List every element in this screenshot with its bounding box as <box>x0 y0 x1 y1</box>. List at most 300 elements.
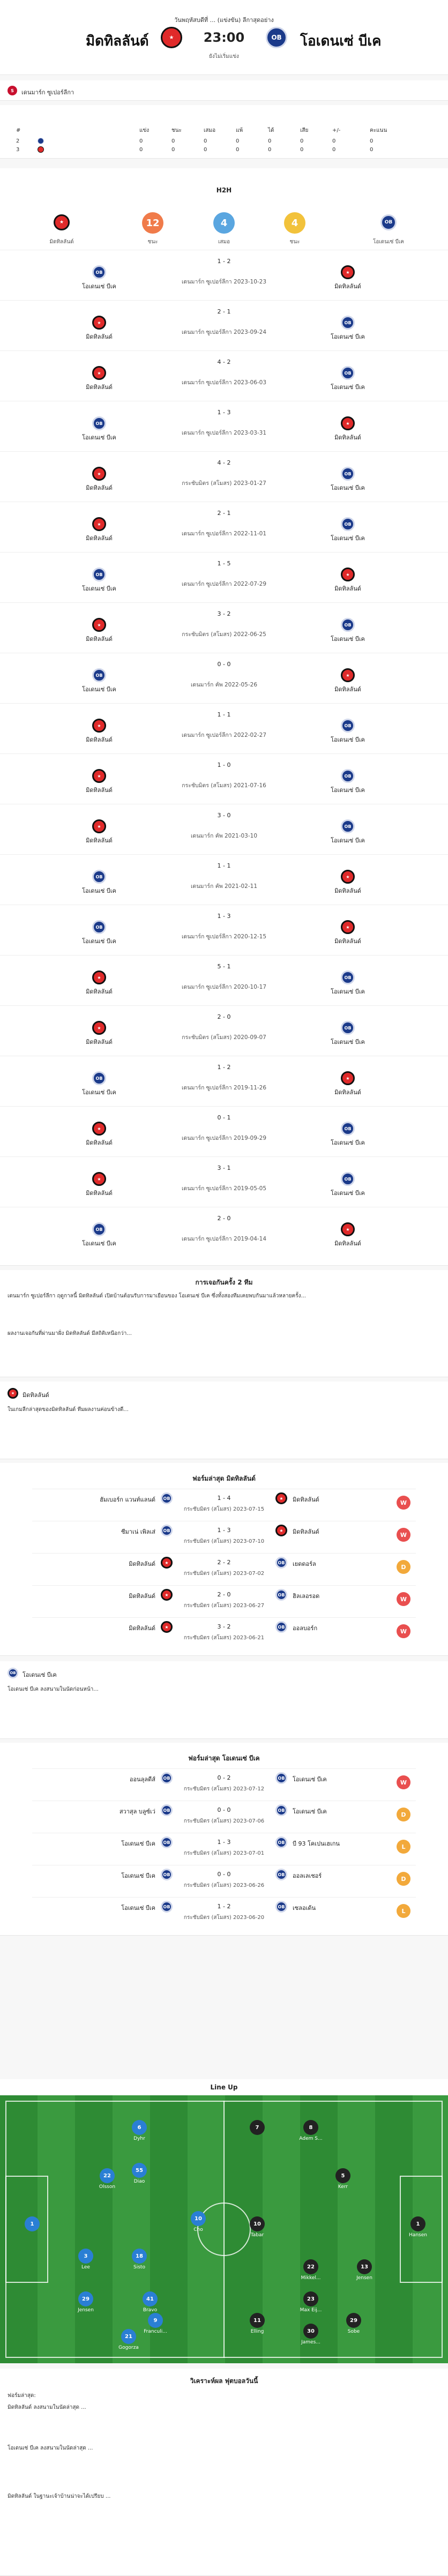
home-section-crest: ★ <box>8 1388 18 1399</box>
away-player-name: Tabar <box>250 2232 264 2238</box>
form-score: 1 - 4 <box>217 1495 231 1502</box>
h2h-away-team: มิดทิลลันด์ <box>334 887 361 894</box>
standings-header-cell: # <box>16 127 21 133</box>
home-player[interactable]: 21 <box>121 2329 136 2344</box>
h2h-match-row[interactable] <box>0 955 448 1004</box>
analysis-paragraph-1: เดนมาร์ก ซูเปอร์ลีกา ฤดูกาลนี้ มิดทิลลันด์ เปิดบ้านต้อนรับการมาเยือนของ โอเดนเซ่ บีเค ซึ่งทั้งสองทีมเคยพบกันมาแล้วหลายครั้ง... <box>8 1293 306 1299</box>
form-match-row[interactable] <box>32 1617 416 1646</box>
h2h-home-team: มิดทิลลันด์ <box>86 837 113 844</box>
h2h-home-name: มิดทิลลันด์ <box>49 239 74 245</box>
away-player-name: Kerr <box>338 2184 348 2190</box>
h2h-match-row[interactable] <box>0 1056 448 1105</box>
h2h-away-crest[interactable]: ★ <box>341 1222 355 1236</box>
standings-cell: 0 <box>139 138 143 144</box>
h2h-away-crest[interactable]: OB <box>341 1122 355 1136</box>
prediction-paragraph-1: มิดทิลลันด์ ลงสนามในนัดล่าสุด ... <box>8 2405 86 2410</box>
away-player[interactable]: 10 <box>250 2216 265 2231</box>
h2h-home-team: โอเดนเซ่ บีเค <box>82 938 116 945</box>
form-match-row[interactable] <box>32 1489 416 1518</box>
h2h-home-team: โอเดนเซ่ บีเค <box>82 1240 116 1247</box>
league-bar[interactable] <box>0 80 448 101</box>
h2h-away-crest[interactable]: OB <box>341 366 355 380</box>
away-player-name: Mikkel... <box>301 2275 321 2281</box>
form-away-crest[interactable]: OB <box>275 1557 287 1569</box>
form-score: 1 - 3 <box>217 1839 231 1846</box>
analysis-section <box>0 1270 448 1377</box>
h2h-score: 3 - 1 <box>217 1164 231 1171</box>
h2h-competition-date: เดนมาร์ก คัพ 2021-03-10 <box>190 833 258 839</box>
h2h-score: 5 - 1 <box>217 963 231 970</box>
away-player[interactable]: 8 <box>303 2120 318 2135</box>
h2h-home-crest[interactable]: OB <box>92 668 106 682</box>
away-team-crest[interactable]: OB <box>266 27 287 48</box>
standings-header-cell: เสีย <box>300 127 309 133</box>
home-analysis-section <box>0 1382 448 1459</box>
form-result-badge: W <box>397 1775 410 1789</box>
standings-cell: 0 <box>204 138 207 144</box>
form-competition-date: กระชับมิตร (สโมสร) 2023-07-02 <box>183 1571 265 1577</box>
home-player-name: Lee <box>81 2265 90 2270</box>
away-player-name: Hansen <box>409 2232 427 2238</box>
standings-header-cell: +/- <box>332 127 341 133</box>
h2h-home-team: มิดทิลลันด์ <box>86 333 113 340</box>
form-home-crest[interactable]: OB <box>161 1525 173 1536</box>
h2h-away-team: โอเดนเซ่ บีเค <box>331 384 365 391</box>
form-match-row[interactable] <box>32 1768 416 1797</box>
h2h-score: 1 - 3 <box>217 409 231 416</box>
h2h-match-row[interactable] <box>0 602 448 652</box>
h2h-away-team: โอเดนเซ่ บีเค <box>331 988 365 995</box>
h2h-summary <box>32 206 416 243</box>
form-score: 2 - 2 <box>217 1559 231 1566</box>
h2h-away-crest[interactable]: ★ <box>341 1071 355 1085</box>
form-match-row[interactable] <box>32 1833 416 1862</box>
away-player[interactable]: 7 <box>250 2120 265 2135</box>
standings-header-cell: แพ้ <box>236 127 243 133</box>
home-wins-label: ชนะ <box>147 239 158 245</box>
home-player-name: Jensen <box>78 2308 94 2313</box>
draws-label: เสมอ <box>218 239 230 245</box>
h2h-match-row[interactable] <box>0 350 448 400</box>
form-home-crest[interactable]: ★ <box>161 1557 173 1569</box>
form-home-team: ฮัมเบอร์ก แวนท์แลนด์ <box>100 1496 155 1503</box>
away-player-name: Sobe <box>347 2329 360 2334</box>
h2h-home-crest[interactable]: OB <box>92 1222 106 1236</box>
h2h-match-row[interactable] <box>0 1005 448 1055</box>
form-away-crest[interactable]: OB <box>275 1772 287 1784</box>
form-result-badge: W <box>397 1528 410 1542</box>
h2h-away-team: โอเดนเซ่ บีเค <box>331 736 365 743</box>
form-score: 1 - 3 <box>217 1527 231 1534</box>
form-home-crest[interactable]: ★ <box>161 1621 173 1633</box>
standings-cell: 0 <box>171 138 175 144</box>
standings-cell: 0 <box>236 138 240 144</box>
prediction-subtitle: ฟอร์มล่าสุด: <box>8 2393 36 2399</box>
form-score: 0 - 0 <box>217 1806 231 1813</box>
h2h-competition-date: เดนมาร์ก ซูเปอร์ลีกา 2022-11-01 <box>181 531 267 537</box>
h2h-away-crest[interactable]: OB <box>341 517 355 531</box>
h2h-home-team: โอเดนเซ่ บีเค <box>82 887 116 894</box>
h2h-home-team: โอเดนเซ่ บีเค <box>82 1089 116 1096</box>
h2h-competition-date: เดนมาร์ก ซูเปอร์ลีกา 2019-04-14 <box>181 1236 267 1242</box>
h2h-home-crest[interactable]: OB <box>92 1071 106 1085</box>
form-home-crest[interactable]: OB <box>161 1836 173 1848</box>
form-competition-date: กระชับมิตร (สโมสร) 2023-07-10 <box>183 1539 265 1544</box>
standings-cell: 0 <box>236 146 240 153</box>
h2h-away-crest[interactable]: ★ <box>341 870 355 884</box>
h2h-home-crest[interactable]: OB <box>92 416 106 430</box>
form-away-team: โอเดนเซ่ บีเค <box>293 1776 327 1783</box>
home-player-name: Diao <box>133 2179 145 2184</box>
away-player[interactable]: 11 <box>250 2313 265 2328</box>
h2h-away-team: มิดทิลลันด์ <box>334 283 361 290</box>
home-player[interactable]: 41 <box>143 2291 158 2306</box>
home-player[interactable]: 55 <box>132 2163 147 2178</box>
form-home-team: โอเดนเซ่ บีเค <box>121 1872 155 1879</box>
h2h-away-crest[interactable]: OB <box>341 719 355 733</box>
standings-team-crest <box>38 138 44 144</box>
h2h-title: H2H <box>216 186 232 194</box>
h2h-away-team: โอเดนเซ่ บีเค <box>331 636 365 643</box>
form-home-team: สวาสุล บลูซ์เว่ <box>119 1808 155 1815</box>
match-datetime: วันพฤหัสบดีที่ ... (แข่งขัน) ลีกาสุดอย่าง <box>174 17 274 24</box>
home-team-crest[interactable]: ★ <box>161 27 182 48</box>
h2h-competition-date: เดนมาร์ก ซูเปอร์ลีกา 2022-02-27 <box>181 732 267 738</box>
home-form-section <box>0 1463 448 1656</box>
form-match-row[interactable] <box>32 1553 416 1582</box>
h2h-score: 0 - 0 <box>217 661 231 668</box>
h2h-competition-date: เดนมาร์ก ซูเปอร์ลีกา 2022-07-29 <box>181 581 267 587</box>
home-section-title: มิดทิลลันด์ <box>23 1392 49 1399</box>
home-player[interactable]: 6 <box>132 2120 147 2135</box>
h2h-away-team: มิดทิลลันด์ <box>334 434 361 441</box>
h2h-home-crest[interactable]: ★ <box>92 1122 106 1136</box>
form-competition-date: กระชับมิตร (สโมสร) 2023-06-26 <box>183 1883 265 1888</box>
standings-header-cell: ได้ <box>268 127 274 133</box>
h2h-score: 2 - 0 <box>217 1013 231 1020</box>
form-competition-date: กระชับมิตร (สโมสร) 2023-06-21 <box>183 1635 265 1641</box>
form-match-row[interactable] <box>32 1865 416 1894</box>
h2h-home-team: มิดทิลลันด์ <box>86 787 113 794</box>
form-score: 0 - 0 <box>217 1871 231 1878</box>
h2h-match-row[interactable] <box>0 552 448 601</box>
away-section-title: โอเดนเซ่ บีเค <box>23 1671 57 1678</box>
form-away-team: มิดทิลลันด์ <box>293 1496 319 1503</box>
away-wins-count: 4 <box>284 212 305 234</box>
away-player-name: James... <box>301 2340 320 2345</box>
standings-table <box>0 105 448 159</box>
standings-row[interactable] <box>16 145 432 154</box>
h2h-match-row[interactable] <box>0 753 448 803</box>
h2h-score: 1 - 5 <box>217 560 231 567</box>
form-home-team: โอเดนเซ่ บีเค <box>121 1840 155 1847</box>
h2h-score: 2 - 1 <box>217 308 231 315</box>
form-competition-date: กระชับมิตร (สโมสร) 2023-06-27 <box>183 1603 265 1609</box>
h2h-match-row[interactable] <box>0 703 448 752</box>
away-player[interactable]: 29 <box>346 2313 361 2328</box>
h2h-score: 1 - 2 <box>217 1064 231 1071</box>
form-score: 0 - 2 <box>217 1774 231 1781</box>
form-result-badge: D <box>397 1808 410 1821</box>
standings-cell: 2 <box>16 138 20 144</box>
home-player-name: Dyhr <box>133 2136 145 2141</box>
h2h-match-row[interactable] <box>0 1156 448 1206</box>
standings-cell: 0 <box>171 146 175 153</box>
form-competition-date: กระชับมิตร (สโมสร) 2023-07-01 <box>183 1850 265 1856</box>
h2h-home-crest[interactable]: OB <box>92 265 106 279</box>
h2h-away-team: โอเดนเซ่ บีเค <box>331 484 365 491</box>
h2h-home-team: มิดทิลลันด์ <box>86 484 113 491</box>
h2h-home-team: โอเดนเซ่ บีเค <box>82 283 116 290</box>
h2h-competition-date: กระชับมิตร (สโมสร) 2020-09-07 <box>182 1034 266 1041</box>
h2h-home-team: มิดทิลลันด์ <box>86 384 113 391</box>
h2h-match-row[interactable] <box>0 1207 448 1256</box>
h2h-home-crest[interactable]: OB <box>92 920 106 934</box>
form-competition-date: กระชับมิตร (สโมสร) 2023-07-15 <box>183 1506 265 1512</box>
h2h-competition-date: เดนมาร์ก ซูเปอร์ลีกา 2023-03-31 <box>181 430 267 436</box>
h2h-home-crest[interactable]: OB <box>92 568 106 581</box>
form-away-team: ออลเลเชอร์ <box>293 1872 322 1879</box>
form-home-crest[interactable]: OB <box>161 1804 173 1816</box>
form-home-crest[interactable]: OB <box>161 1492 173 1504</box>
form-away-team: บี 93 โคเปนเฮเกน <box>293 1840 340 1847</box>
h2h-away-name: โอเดนเซ่ บีเค <box>373 239 404 245</box>
form-match-row[interactable] <box>32 1521 416 1550</box>
form-result-badge: W <box>397 1624 410 1638</box>
h2h-away-team: โอเดนเซ่ บีเค <box>331 787 365 794</box>
h2h-away-team: มิดทิลลันด์ <box>334 1240 361 1247</box>
h2h-away-crest[interactable]: OB <box>341 769 355 783</box>
h2h-home-crest[interactable]: ★ <box>92 467 106 481</box>
form-home-crest[interactable]: OB <box>161 1869 173 1880</box>
h2h-competition-date: กระชับมิตร (สโมสร) 2021-07-16 <box>182 782 266 789</box>
h2h-away-team: มิดทิลลันด์ <box>334 585 361 592</box>
h2h-away-team: มิดทิลลันด์ <box>334 686 361 693</box>
form-home-team: ออนลุลดีส์ <box>129 1776 155 1783</box>
h2h-home-crest[interactable]: ★ <box>92 316 106 330</box>
away-analysis-section <box>0 1661 448 1739</box>
h2h-home-team: โอเดนเซ่ บีเค <box>82 434 116 441</box>
h2h-competition-date: เดนมาร์ก คัพ 2022-05-26 <box>190 682 258 688</box>
h2h-home-crest[interactable]: ★ <box>92 618 106 632</box>
h2h-home-team: มิดทิลลันด์ <box>86 988 113 995</box>
h2h-home-crest[interactable]: OB <box>92 870 106 884</box>
home-player[interactable]: 9 <box>148 2313 163 2328</box>
h2h-home-team: โอเดนเซ่ บีเค <box>82 585 116 592</box>
h2h-competition-date: เดนมาร์ก ซูเปอร์ลีกา 2023-09-24 <box>181 329 267 335</box>
form-away-crest[interactable]: OB <box>275 1804 287 1816</box>
form-home-crest[interactable]: OB <box>161 1901 173 1913</box>
form-away-team: เยดดอร์ล <box>293 1560 316 1567</box>
h2h-score: 0 - 1 <box>217 1114 231 1121</box>
away-form-section <box>0 1743 448 1936</box>
h2h-match-row[interactable] <box>0 250 448 299</box>
form-away-crest[interactable]: OB <box>275 1589 287 1601</box>
h2h-away-crest[interactable]: OB <box>341 467 355 481</box>
away-wins-label: ชนะ <box>289 239 300 245</box>
home-player[interactable]: 29 <box>78 2291 93 2306</box>
h2h-competition-date: เดนมาร์ก ซูเปอร์ลีกา 2023-06-03 <box>181 379 267 386</box>
h2h-score: 2 - 1 <box>217 510 231 517</box>
standings-cell: 0 <box>300 146 304 153</box>
away-player[interactable]: 13 <box>357 2259 372 2274</box>
form-away-crest[interactable]: OB <box>275 1869 287 1880</box>
form-away-crest[interactable]: ★ <box>275 1525 287 1536</box>
h2h-home-crest[interactable]: ★ <box>92 366 106 380</box>
form-score: 3 - 2 <box>217 1623 231 1630</box>
analysis-paragraph-2: ผลงานเจอกันที่ผ่านมาฝั่ง มิดทิลลันด์ มีสถิติเหนือกว่า... <box>8 1331 132 1336</box>
form-competition-date: กระชับมิตร (สโมสร) 2023-07-12 <box>183 1786 265 1792</box>
form-result-badge: W <box>397 1592 410 1606</box>
home-crest-small: ★ <box>54 214 70 230</box>
form-away-crest[interactable]: OB <box>275 1836 287 1848</box>
league-name: เดนมาร์ก ซูเปอร์ลีกา <box>21 89 74 96</box>
away-player-name: Max Eij... <box>300 2308 322 2313</box>
away-player[interactable]: 23 <box>303 2291 318 2306</box>
h2h-away-crest[interactable]: OB <box>341 819 355 833</box>
form-home-team: มิดทิลลันด์ <box>129 1625 155 1632</box>
home-player[interactable]: 10 <box>191 2211 206 2226</box>
h2h-competition-date: เดนมาร์ก ซูเปอร์ลีกา 2020-12-15 <box>181 934 267 940</box>
h2h-home-team: มิดทิลลันด์ <box>86 535 113 542</box>
form-result-badge: W <box>397 1496 410 1510</box>
form-home-team: มิดทิลลันด์ <box>129 1593 155 1600</box>
h2h-away-team: โอเดนเซ่ บีเค <box>331 1139 365 1146</box>
form-competition-date: กระชับมิตร (สโมสร) 2023-07-06 <box>183 1818 265 1824</box>
h2h-away-crest[interactable]: OB <box>341 1021 355 1035</box>
form-match-row[interactable] <box>32 1801 416 1830</box>
form-away-team: เซลอเด้น <box>293 1905 316 1912</box>
prediction-paragraph-2: โอเดนเซ่ บีเค ลงสนามในนัดล่าสุด ... <box>8 2445 93 2451</box>
h2h-away-team: โอเดนเซ่ บีเค <box>331 1039 365 1046</box>
h2h-away-team: มิดทิลลันด์ <box>334 938 361 945</box>
home-player[interactable]: 3 <box>78 2249 93 2264</box>
standings-header-cell: แข่ง <box>139 127 150 133</box>
h2h-score: 4 - 2 <box>217 359 231 365</box>
form-away-team: โอเดนเซ่ บีเค <box>293 1808 327 1815</box>
h2h-away-team: โอเดนเซ่ บีเค <box>331 837 365 844</box>
h2h-home-crest[interactable]: ★ <box>92 970 106 984</box>
home-player[interactable]: 1 <box>25 2216 40 2231</box>
form-away-crest[interactable]: OB <box>275 1901 287 1913</box>
form-home-crest[interactable]: ★ <box>161 1589 173 1601</box>
h2h-competition-date: เดนมาร์ก ซูเปอร์ลีกา 2019-11-26 <box>181 1085 267 1091</box>
prediction-title: วิเคราะห์ผล ฟุตบอลวันนี้ <box>190 2377 258 2385</box>
standings-cell: 0 <box>300 138 304 144</box>
h2h-away-crest[interactable]: OB <box>341 316 355 330</box>
home-team-name[interactable]: มิดทิลลันด์ <box>86 33 149 49</box>
away-player[interactable]: 22 <box>303 2259 318 2274</box>
h2h-match-row[interactable] <box>0 905 448 954</box>
h2h-away-crest[interactable]: ★ <box>341 920 355 934</box>
h2h-away-team: โอเดนเซ่ บีเค <box>331 333 365 340</box>
h2h-score: 1 - 3 <box>217 913 231 920</box>
h2h-score: 4 - 2 <box>217 459 231 466</box>
h2h-away-crest[interactable]: OB <box>341 1172 355 1186</box>
h2h-home-team: มิดทิลลันด์ <box>86 1139 113 1146</box>
h2h-match-row[interactable] <box>0 1106 448 1155</box>
h2h-competition-date: เดนมาร์ก ซูเปอร์ลีกา 2020-10-17 <box>181 984 267 990</box>
away-form-title: ฟอร์มล่าสุด โอเดนเซ่ บีเค <box>188 1754 260 1762</box>
home-player-name: Franculi... <box>144 2329 167 2334</box>
h2h-home-team: มิดทิลลันด์ <box>86 636 113 643</box>
h2h-competition-date: เดนมาร์ก ซูเปอร์ลีกา 2019-09-29 <box>181 1135 267 1141</box>
league-icon: S <box>8 86 17 95</box>
form-competition-date: กระชับมิตร (สโมสร) 2023-06-20 <box>183 1915 265 1921</box>
h2h-match-row[interactable] <box>0 451 448 501</box>
h2h-match-row[interactable] <box>0 401 448 450</box>
h2h-away-team: มิดทิลลันด์ <box>334 1089 361 1096</box>
standings-cell: 0 <box>370 138 374 144</box>
away-analysis-text: โอเดนเซ่ บีเค ลงสนามในนัดก่อนหน้า... <box>8 1686 99 1692</box>
home-form-title: ฟอร์มล่าสุด มิดทิลลันด์ <box>192 1475 256 1482</box>
h2h-away-team: โอเดนเซ่ บีเค <box>331 1190 365 1197</box>
home-player-name: Bravo <box>143 2308 158 2313</box>
home-wins-count: 12 <box>142 212 163 234</box>
form-home-crest[interactable]: OB <box>161 1772 173 1784</box>
h2h-home-crest[interactable]: ★ <box>92 769 106 783</box>
away-player-name: Elling <box>250 2329 264 2334</box>
form-match-row[interactable] <box>32 1585 416 1614</box>
h2h-away-crest[interactable]: ★ <box>341 416 355 430</box>
standings-cell: 0 <box>332 138 336 144</box>
h2h-match-row[interactable] <box>0 300 448 349</box>
away-player[interactable]: 1 <box>410 2216 425 2231</box>
form-away-crest[interactable]: ★ <box>275 1492 287 1504</box>
h2h-match-row[interactable] <box>0 653 448 702</box>
h2h-match-row[interactable] <box>0 804 448 853</box>
form-away-crest[interactable]: OB <box>275 1621 287 1633</box>
home-player[interactable]: 18 <box>132 2249 147 2264</box>
h2h-score: 1 - 2 <box>217 258 231 265</box>
form-score: 2 - 0 <box>217 1591 231 1598</box>
draws-count: 4 <box>213 212 235 234</box>
h2h-home-crest[interactable]: ★ <box>92 517 106 531</box>
h2h-score: 1 - 1 <box>217 711 231 718</box>
away-team-name[interactable]: โอเดนเซ่ บีเค <box>300 33 382 49</box>
h2h-section <box>0 168 448 1266</box>
h2h-away-crest[interactable]: ★ <box>341 265 355 279</box>
standings-team-crest <box>38 146 44 153</box>
analysis-title: การเจอกันครั้ง 2 ทีม <box>195 1279 253 1286</box>
lineup-pitch <box>0 2095 448 2363</box>
h2h-home-crest[interactable]: ★ <box>92 1021 106 1035</box>
h2h-competition-date: เดนมาร์ก ซูเปอร์ลีกา 2023-10-23 <box>181 279 267 285</box>
standings-cell: 3 <box>16 146 20 153</box>
home-player[interactable]: 22 <box>100 2168 115 2183</box>
h2h-home-team: มิดทิลลันด์ <box>86 736 113 743</box>
away-player[interactable]: 5 <box>335 2168 350 2183</box>
h2h-home-crest[interactable]: ★ <box>92 819 106 833</box>
kickoff-time: 23:00 <box>203 30 245 45</box>
h2h-home-crest[interactable]: ★ <box>92 719 106 733</box>
h2h-away-crest[interactable]: OB <box>341 618 355 632</box>
h2h-competition-date: เดนมาร์ก ซูเปอร์ลีกา 2019-05-05 <box>181 1185 267 1192</box>
h2h-home-team: โอเดนเซ่ บีเค <box>82 686 116 693</box>
away-player[interactable]: 30 <box>303 2324 318 2339</box>
h2h-competition-date: กระชับมิตร (สโมสร) 2022-06-25 <box>182 631 266 638</box>
form-result-badge: D <box>397 1872 410 1886</box>
h2h-match-row[interactable] <box>0 854 448 904</box>
h2h-away-crest[interactable]: OB <box>341 970 355 984</box>
h2h-home-crest[interactable]: ★ <box>92 1172 106 1186</box>
form-match-row[interactable] <box>32 1897 416 1926</box>
h2h-away-crest[interactable]: ★ <box>341 568 355 581</box>
h2h-match-row[interactable] <box>0 502 448 551</box>
home-player-name: Olsson <box>99 2184 116 2190</box>
h2h-away-crest[interactable]: ★ <box>341 668 355 682</box>
standings-header-row <box>16 125 432 135</box>
